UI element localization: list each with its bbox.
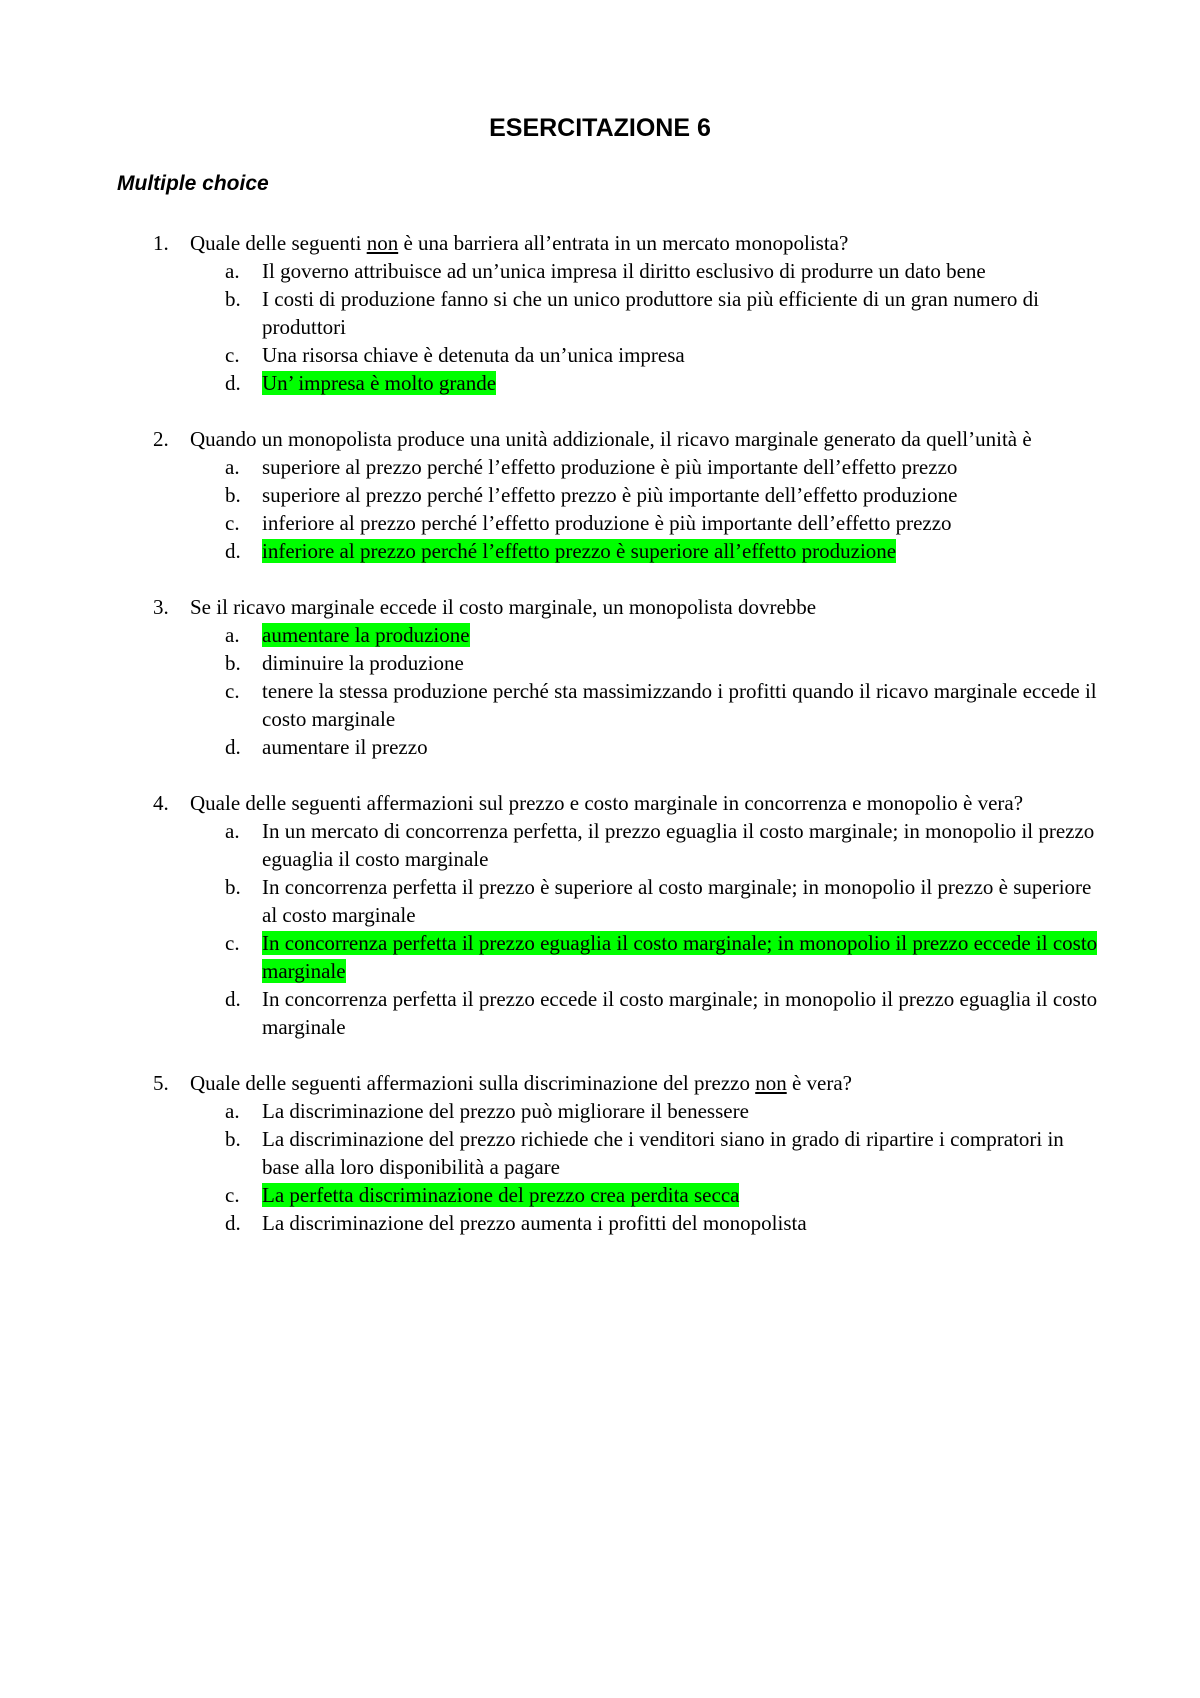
option-letter: a. [225,259,240,283]
question-number: 4. [153,791,169,815]
question-text-part: Se il ricavo marginale eccede il costo marginale, un monopolista dovrebbe [190,595,817,619]
question-item [0,425,1200,565]
answer-option [0,1125,1200,1181]
option-letter: d. [225,1211,241,1235]
question-text-part: Quando un monopolista produce una unità addizionale, il ricavo marginale generato da quell’unità è [190,427,1032,451]
question-text [0,593,1200,621]
option-text: Il governo attribuisce ad un’unica impresa il diritto esclusivo di produrre un dato bene [262,259,986,283]
question-text-part: Quale delle seguenti affermazioni sulla discriminazione del prezzo [190,1071,756,1095]
question-number: 1. [153,231,169,255]
option-text: inferiore al prezzo perché l’effetto produzione è più importante dell’effetto prezzo [262,511,952,535]
option-letter: a. [225,455,240,479]
question-number: 5. [153,1071,169,1095]
question-list [0,229,1200,1265]
question-text-part: è una barriera all’entrata in un mercato monopolista? [398,231,849,255]
answer-option [0,677,1200,733]
option-letter: a. [225,623,240,647]
answer-option [0,509,1200,537]
option-letter: c. [225,679,240,703]
option-text: diminuire la produzione [262,651,464,675]
option-text: In concorrenza perfetta il prezzo è superiore al costo marginale; in monopolio il prezzo è superiore al costo marginale [262,875,1092,927]
question-item [0,1069,1200,1237]
option-text: tenere la stessa produzione perché sta massimizzando i profitti quando il ricavo marginale eccede il costo marginale [262,679,1097,731]
question-number: 3. [153,595,169,619]
answer-option [0,453,1200,481]
question-item [0,789,1200,1041]
section-subtitle: Multiple choice [117,172,269,195]
question-item [0,593,1200,761]
option-text: La discriminazione del prezzo richiede che i venditori siano in grado di ripartire i compratori in base alla loro disponibilità a pagare [262,1127,1064,1179]
answer-option [0,621,1200,649]
option-text: La discriminazione del prezzo aumenta i profitti del monopolista [262,1211,807,1235]
option-letter: b. [225,875,241,899]
question-text [0,1069,1200,1097]
option-text: In un mercato di concorrenza perfetta, il prezzo eguaglia il costo marginale; in monopolio il prezzo eguaglia il costo marginale [262,819,1095,871]
option-letter: c. [225,931,240,955]
question-text-part: Quale delle seguenti affermazioni sul prezzo e costo marginale in concorrenza e monopolio è vera? [190,791,1024,815]
answer-option [0,369,1200,397]
option-text: Una risorsa chiave è detenuta da un’unica impresa [262,343,685,367]
question-text [0,229,1200,257]
answer-option [0,537,1200,565]
question-item [0,229,1200,397]
question-text [0,425,1200,453]
option-letter: b. [225,651,241,675]
option-text: La discriminazione del prezzo può migliorare il benessere [262,1099,749,1123]
question-number: 2. [153,427,169,451]
option-letter: d. [225,735,241,759]
answer-option [0,985,1200,1041]
answer-option [0,873,1200,929]
answer-option [0,1209,1200,1237]
option-letter: a. [225,1099,240,1123]
option-letter: b. [225,1127,241,1151]
option-letter: c. [225,511,240,535]
option-text: superiore al prezzo perché l’effetto produzione è più importante dell’effetto prezzo [262,455,958,479]
option-text: I costi di produzione fanno si che un unico produttore sia più efficiente di un gran numero di produttori [262,287,1039,339]
answer-option [0,285,1200,341]
option-letter: d. [225,371,241,395]
question-underlined-word: non [755,1071,787,1095]
answer-option [0,481,1200,509]
option-letter: b. [225,287,241,311]
option-letter: c. [225,1183,240,1207]
option-text-highlighted: In concorrenza perfetta il prezzo eguaglia il costo marginale; in monopolio il prezzo eccede il costo marginale [262,931,1098,983]
answer-option [0,817,1200,873]
question-text-part: è vera? [786,1071,852,1095]
option-text: aumentare il prezzo [262,735,428,759]
answer-option [0,1097,1200,1125]
option-letter: d. [225,987,241,1011]
option-text-highlighted: La perfetta discriminazione del prezzo crea perdita secca [262,1183,740,1207]
option-text-highlighted: aumentare la produzione [262,623,470,647]
option-text: In concorrenza perfetta il prezzo eccede il costo marginale; in monopolio il prezzo eguaglia il costo marginale [262,987,1098,1039]
option-letter: a. [225,819,240,843]
answer-option [0,257,1200,285]
option-text: superiore al prezzo perché l’effetto prezzo è più importante dell’effetto produzione [262,483,958,507]
answer-option [0,341,1200,369]
option-text-highlighted: inferiore al prezzo perché l’effetto prezzo è superiore all’effetto produzione [262,539,897,563]
page-title: ESERCITAZIONE 6 [489,114,711,142]
question-underlined-word: non [366,231,399,255]
option-letter: b. [225,483,241,507]
option-letter: d. [225,539,241,563]
answer-option [0,929,1200,985]
answer-option [0,649,1200,677]
answer-option [0,733,1200,761]
answer-option [0,1181,1200,1209]
option-letter: c. [225,343,240,367]
question-text [0,789,1200,817]
question-text-part: Quale delle seguenti [190,231,367,255]
option-text-highlighted: Un’ impresa è molto grande [262,371,497,395]
